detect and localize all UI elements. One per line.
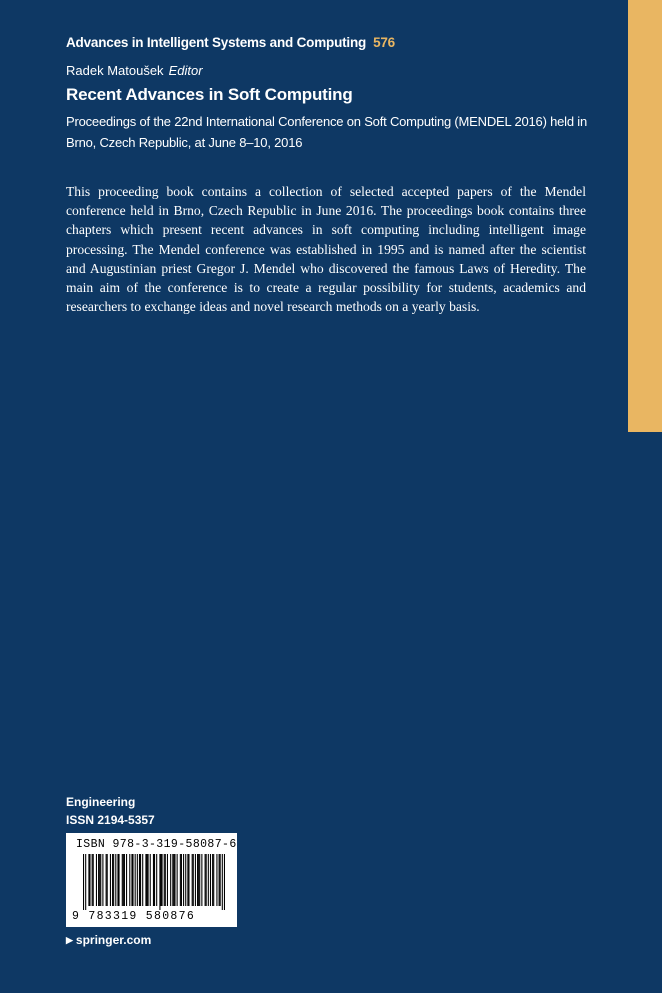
series-line xyxy=(66,35,395,50)
springer-link[interactable] xyxy=(66,933,151,947)
barcode xyxy=(66,833,237,927)
subject-category: Engineering xyxy=(66,795,136,809)
book-description: This proceeding book contains a collection of selected accepted papers of the Mendel conference held in Brno, Czech Republic in June 2016. The proceedings book contains three chapters which present recent advances in soft computing including intelligent image processing. The Mendel conference was established in 1995 and is named after the scientist and Augustinian priest Gregor J. Mendel who discovered the famous Laws of Heredity. The main aim of the conference is to create a regular possibility for students, academics and researchers to exchange ideas and novel research methods on a yearly basis. xyxy=(66,184,586,315)
accent-strip xyxy=(628,0,662,432)
editor-role: Editor xyxy=(168,63,203,78)
barcode-digits: 9 783319 580876 xyxy=(72,910,196,923)
issn: ISSN 2194-5357 xyxy=(66,813,155,827)
book-title: Recent Advances in Soft Computing xyxy=(66,85,353,104)
editor-line xyxy=(66,63,203,78)
springer-link-label: springer.com xyxy=(75,933,152,947)
book-subtitle: Proceedings of the 22nd International Conference on Soft Computing (MENDEL 2016) held in Brno, Czech Republic, at June 8–10, 2016 xyxy=(66,114,588,150)
series-name: Advances in Intelligent Systems and Computing xyxy=(66,35,367,50)
barcode-isbn-label: ISBN 978-3-319-58087-6 xyxy=(76,838,237,851)
series-number: 576 xyxy=(373,35,395,50)
arrow-right-icon: ▶ xyxy=(66,935,73,945)
barcode-bars xyxy=(83,854,225,910)
editor-name: Radek Matoušek xyxy=(66,63,164,78)
